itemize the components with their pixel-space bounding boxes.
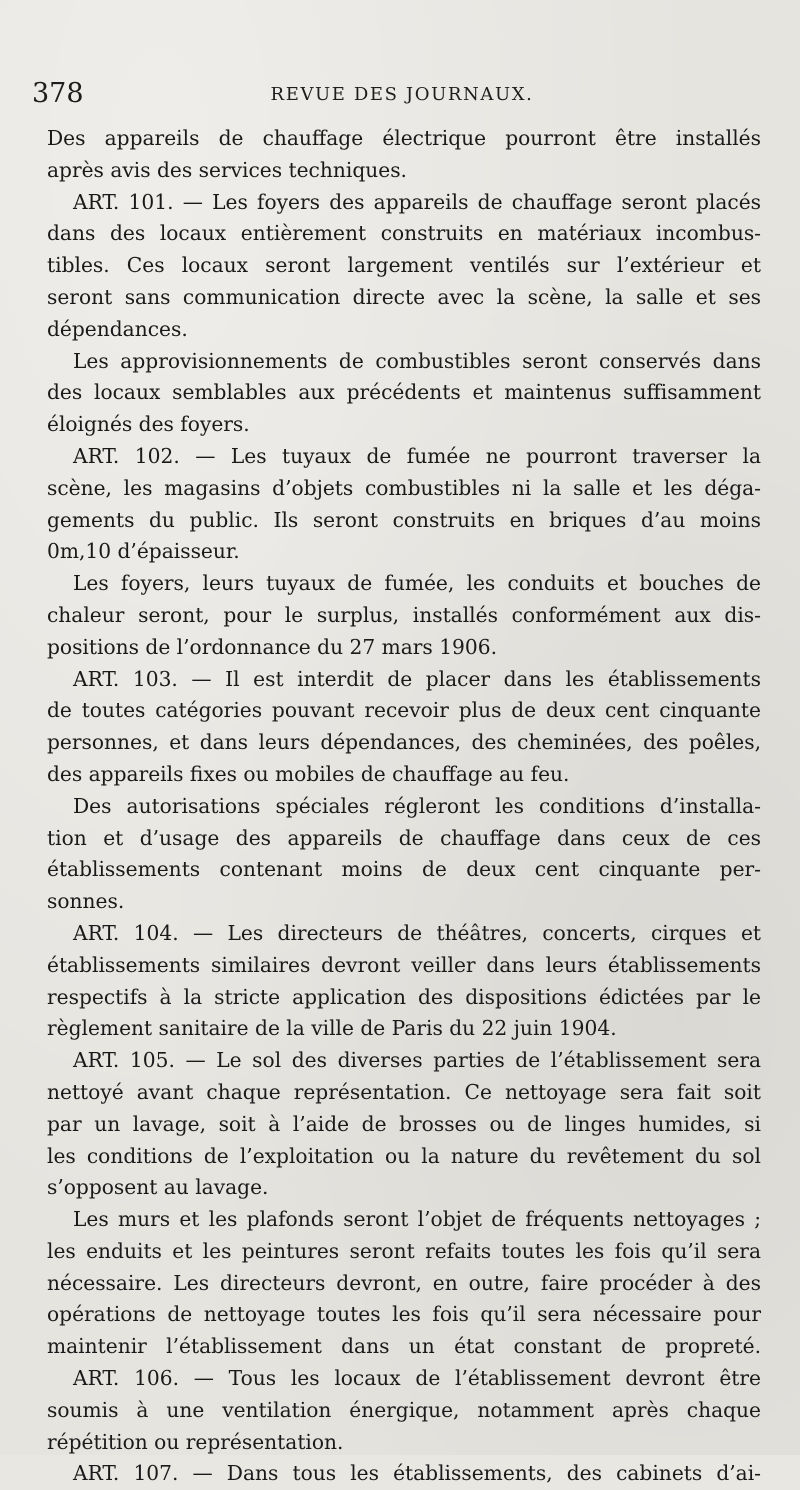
text-line: ART. 102. — Les tuyaux de fumée ne pourront traverser la [73,443,761,468]
text-line: les enduits et les peintures seront refaits toutes les fois qu’il sera [47,1238,761,1263]
text-line: éloignés des foyers. [47,412,250,437]
text-line: Les approvisionnements de combustibles seront conservés dans [73,348,761,373]
text-line: dans des locaux entièrement construits en matériaux incombus- [47,221,761,246]
text-line: s’opposent au lavage. [47,1175,269,1200]
text-line: ART. 101. — Les foyers des appareils de chauffage seront placés [73,189,761,214]
text-line: établissements contenant moins de deux cent cinquante per- [47,857,761,882]
text-line: soumis à une ventilation énergique, notamment après chaque [47,1397,761,1422]
text-line: maintenir l’établissement dans un état constant de propreté. [47,1334,761,1359]
text-line: respectifs à la stricte application des dispositions édictées par le [47,984,761,1009]
text-line: Des appareils de chauffage électrique pourront être installés [47,126,761,150]
text-line: par un lavage, soit à l’aide de brosses ou de linges humides, si [47,1111,761,1136]
text-line: nécessaire. Les directeurs devront, en outre, faire procéder à des [47,1270,761,1295]
text-line: nettoyé avant chaque représentation. Ce nettoyage sera fait soit [47,1079,761,1104]
page-number: 378 [32,78,84,109]
text-line: répétition ou représentation. [47,1429,344,1454]
text-line: seront sans communication directe avec la scène, la salle et ses [47,284,761,309]
body-text [47,123,761,1490]
text-line: de toutes catégories pouvant recevoir plus de deux cent cinquante [47,698,761,723]
text-line: scène, les magasins d’objets combustibles ni la salle et les déga- [47,475,761,500]
text-line: les conditions de l’exploitation ou la nature du revêtement du sol [47,1143,761,1168]
text-line: chaleur seront, pour le surplus, installés conformément aux dis- [47,602,761,627]
text-line: dépendances. [47,316,188,341]
text-line: ART. 105. — Le sol des diverses parties de l’établissement sera [73,1048,761,1073]
text-line: Les murs et les plafonds seront l’objet de fréquents nettoyages ; [73,1207,761,1232]
text-line: des locaux semblables aux précédents et maintenus suffisamment [47,380,761,405]
text-line: sonnes. [47,889,125,914]
text-line: gements du public. Ils seront construits en briques d’au moins [47,507,761,532]
text-line: ART. 106. — Tous les locaux de l’établissement devront être [73,1366,761,1391]
text-line: établissements similaires devront veiller dans leurs établissements [47,952,761,977]
text-line: règlement sanitaire de la ville de Paris du 22 juin 1904. [47,1016,617,1041]
text-line: ART. 104. — Les directeurs de théâtres, concerts, cirques et [73,920,761,945]
text-line: ART. 103. — Il est interdit de placer dans les établissements [73,666,761,691]
text-line: tibles. Ces locaux seront largement ventilés sur l’extérieur et [47,253,761,278]
text-line: Les foyers, leurs tuyaux de fumée, les conduits et bouches de [73,571,761,596]
text-line: personnes, et dans leurs dépendances, des cheminées, des poêles, [47,730,761,755]
text-line: opérations de nettoyage toutes les fois qu’il sera nécessaire pour [47,1302,761,1327]
text-line: des appareils fixes ou mobiles de chauffage au feu. [47,761,570,786]
text-line: 0m,10 d’épaisseur. [47,539,240,564]
page-header [32,78,772,110]
text-line: tion et d’usage des appareils de chauffage dans ceux de ces [47,825,761,850]
text-line: ART. 107. — Dans tous les établissements, des cabinets d’ai- [73,1461,761,1486]
text-line: Des autorisations spéciales régleront les conditions d’installa- [73,793,761,818]
text-line: positions de l’ordonnance du 27 mars 1906. [47,634,497,659]
text-line: après avis des services techniques. [47,157,407,182]
running-title: REVUE DES JOURNAUX. [270,84,534,105]
